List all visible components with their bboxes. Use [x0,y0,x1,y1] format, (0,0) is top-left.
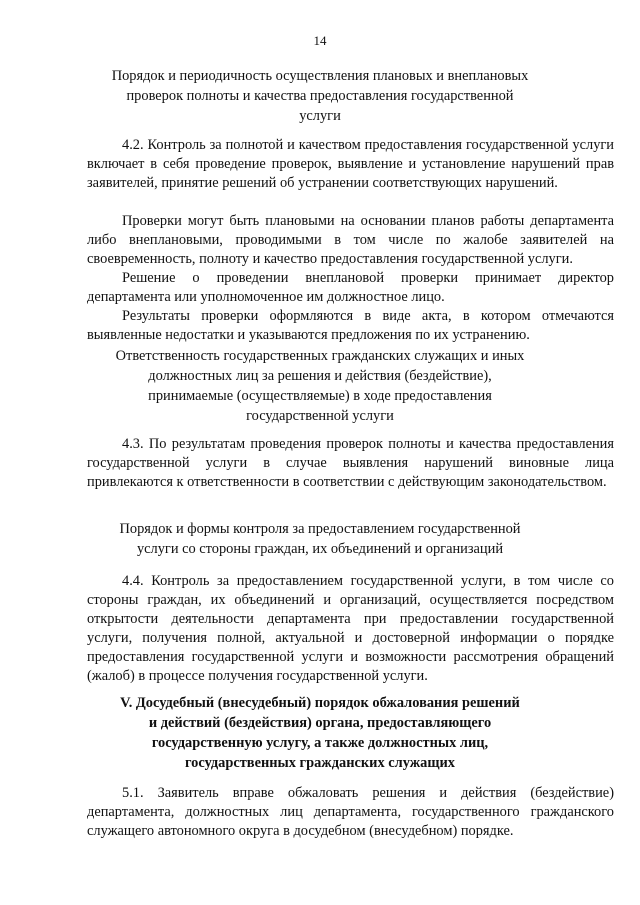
heading-line: государственную услугу, а также должностных лиц, [151,735,489,751]
heading-line: Порядок и периодичность осуществления плановых и внеплановых [111,68,529,84]
heading-line: государственных гражданских служащих [185,755,455,771]
paragraph-decision: Решение о проведении внеплановой проверки принимает директор департамента или уполномоченное им должностное лицо. [87,270,614,305]
paragraph-results: Результаты проверки оформляются в виде акта, в котором отмечаются выявленные недостатки и указываются предложения по их устранению. [87,308,614,343]
heading-line: принимаемые (осуществляемые) в ходе предоставления [148,388,492,404]
paragraph-4-3: 4.3. По результатам проведения проверок полноты и качества предоставления государственной услуги в случае выявления нарушений виновные лица привлекаются к ответственности в соответствии с действующим законодательством. [87,436,614,490]
heading-line: государственной услуги [246,408,394,424]
section-heading-citizen-control [0,519,640,559]
heading-line: услуги со стороны граждан, их объединений и организаций [136,541,504,557]
heading-line: и действий (бездействия) органа, предоставляющего [148,715,492,731]
heading-line: проверок полноты и качества предоставления государственной [126,88,514,104]
page-number: 14 [313,33,327,48]
heading-line: V. Досудебный (внесудебный) порядок обжалования решений [120,695,520,711]
paragraph-4-4: 4.4. Контроль за предоставлением государственной услуги, в том числе со стороны граждан, их объединений и организаций, осуществляется посредством открытости деятельности департамента при предоставлении государственной услуги, получения полной, актуальной и достоверной информации о порядке предоставления государственной услуги и возможности рассмотрения обращений (жалоб) в процессе получения государственной услуги. [87,573,614,684]
heading-line: услуги [299,108,341,124]
heading-line: должностных лиц за решения и действия (бездействие), [148,368,492,384]
heading-line: Порядок и формы контроля за предоставлением государственной [119,521,521,537]
heading-line: Ответственность государственных гражданских служащих и иных [115,348,525,364]
paragraph-inspections: Проверки могут быть плановыми на основании планов работы департамента либо внеплановыми, проводимыми в том числе по жалобе заявителей на своевременность, полноту и качество предоставления государственной услуги. [87,213,614,267]
section-heading-control-procedure [0,66,640,126]
paragraph-5-1: 5.1. Заявитель вправе обжаловать решения и действия (бездействие) департамента, должностных лиц департамента, государственного гражданского служащего автономного округа в досудебном (внесудебном) порядке. [87,785,614,839]
section-heading-responsibility [0,346,640,426]
section-heading-appeal [0,693,640,773]
paragraph-4-2: 4.2. Контроль за полнотой и качеством предоставления государственной услуги включает в себя проведение проверок, выявление и установление нарушений прав заявителей, принятие решений об устранении соответствующих нарушений. [87,137,614,191]
